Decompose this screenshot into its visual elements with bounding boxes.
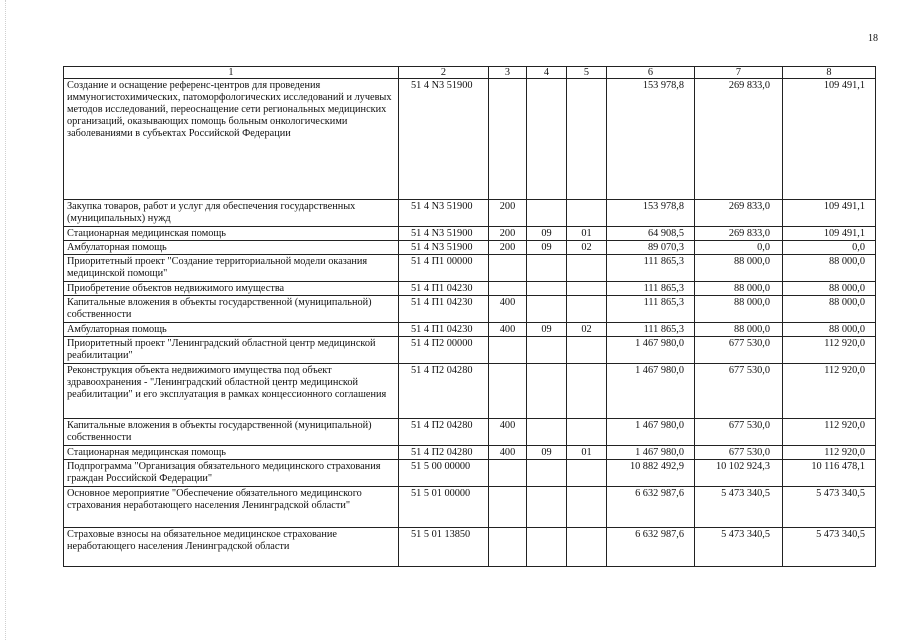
row-code-cell: 51 4 П1 04230 (399, 296, 489, 323)
row-amount-year2-cell: 88 000,0 (695, 282, 783, 296)
row-amount-year1-cell: 10 882 492,9 (607, 460, 695, 487)
row-amount-year3-cell: 109 491,1 (783, 227, 876, 241)
row-section-cell (527, 200, 567, 227)
table-row (64, 337, 876, 364)
row-section-cell: 09 (527, 446, 567, 460)
header-cell: 4 (527, 67, 567, 79)
row-name-cell: Капитальные вложения в объекты государственной (муниципальной) собственности (64, 296, 399, 323)
row-code-cell: 51 5 01 00000 (399, 487, 489, 528)
row-expense-type-cell (489, 255, 527, 282)
row-amount-year3-cell: 112 920,0 (783, 364, 876, 419)
header-cell: 5 (567, 67, 607, 79)
row-amount-year3-cell: 5 473 340,5 (783, 487, 876, 528)
table-row (64, 79, 876, 200)
row-name-cell: Капитальные вложения в объекты государственной (муниципальной) собственности (64, 419, 399, 446)
table-row (64, 200, 876, 227)
row-expense-type-cell (489, 79, 527, 200)
row-expense-type-cell (489, 364, 527, 419)
row-subsection-cell (567, 487, 607, 528)
row-subsection-cell (567, 364, 607, 419)
row-amount-year1-cell: 111 865,3 (607, 255, 695, 282)
row-expense-type-cell (489, 337, 527, 364)
row-section-cell (527, 79, 567, 200)
row-expense-type-cell: 400 (489, 419, 527, 446)
row-section-cell: 09 (527, 227, 567, 241)
row-section-cell (527, 487, 567, 528)
row-name-cell: Создание и оснащение референс-центров для проведения иммуногистохимических, патоморфологических исследований и лучевых методов исследований, переоснащение сети региональных медицинских организаций, оказывающих помощь больным онкологическими заболеваниями в субъектах Российской Федерации (64, 79, 399, 200)
row-code-cell: 51 4 П2 04280 (399, 419, 489, 446)
row-name-cell: Амбулаторная помощь (64, 323, 399, 337)
row-amount-year1-cell: 111 865,3 (607, 323, 695, 337)
row-expense-type-cell: 400 (489, 323, 527, 337)
table-row (64, 227, 876, 241)
row-amount-year1-cell: 153 978,8 (607, 200, 695, 227)
header-cell: 6 (607, 67, 695, 79)
row-subsection-cell (567, 460, 607, 487)
row-amount-year1-cell: 1 467 980,0 (607, 419, 695, 446)
row-expense-type-cell (489, 460, 527, 487)
row-subsection-cell: 02 (567, 323, 607, 337)
header-cell: 1 (64, 67, 399, 79)
row-section-cell (527, 419, 567, 446)
row-amount-year3-cell: 88 000,0 (783, 255, 876, 282)
row-name-cell: Приоритетный проект "Ленинградский областной центр медицинской реабилитации" (64, 337, 399, 364)
row-expense-type-cell: 400 (489, 296, 527, 323)
row-name-cell: Реконструкция объекта недвижимого имущества под объект здравоохранения - "Ленинградский областной центр медицинской реабилитации" и его эксплуатация в рамках концессионного соглашения (64, 364, 399, 419)
row-section-cell (527, 364, 567, 419)
row-amount-year2-cell: 88 000,0 (695, 255, 783, 282)
header-cell: 2 (399, 67, 489, 79)
row-amount-year3-cell: 5 473 340,5 (783, 528, 876, 567)
row-amount-year3-cell: 109 491,1 (783, 79, 876, 200)
row-amount-year3-cell: 0,0 (783, 241, 876, 255)
row-amount-year1-cell: 111 865,3 (607, 296, 695, 323)
row-amount-year1-cell: 1 467 980,0 (607, 364, 695, 419)
row-expense-type-cell (489, 282, 527, 296)
row-amount-year2-cell: 10 102 924,3 (695, 460, 783, 487)
row-amount-year3-cell: 112 920,0 (783, 446, 876, 460)
table-row (64, 487, 876, 528)
row-amount-year2-cell: 269 833,0 (695, 227, 783, 241)
row-amount-year1-cell: 1 467 980,0 (607, 446, 695, 460)
row-subsection-cell (567, 282, 607, 296)
table-row (64, 282, 876, 296)
row-section-cell: 09 (527, 241, 567, 255)
row-amount-year3-cell: 112 920,0 (783, 419, 876, 446)
row-amount-year2-cell: 269 833,0 (695, 79, 783, 200)
row-amount-year1-cell: 89 070,3 (607, 241, 695, 255)
row-subsection-cell (567, 296, 607, 323)
row-section-cell (527, 337, 567, 364)
budget-table (63, 66, 876, 567)
row-subsection-cell (567, 79, 607, 200)
table-header-row (64, 67, 876, 79)
row-code-cell: 51 4 П1 00000 (399, 255, 489, 282)
row-amount-year2-cell: 677 530,0 (695, 364, 783, 419)
row-expense-type-cell: 200 (489, 241, 527, 255)
row-subsection-cell (567, 255, 607, 282)
row-name-cell: Основное мероприятие "Обеспечение обязательного медицинского страхования неработающего населения Ленинградской области" (64, 487, 399, 528)
table-row (64, 323, 876, 337)
scan-left-edge-rule (5, 0, 6, 640)
row-name-cell: Амбулаторная помощь (64, 241, 399, 255)
row-subsection-cell (567, 528, 607, 567)
row-amount-year2-cell: 677 530,0 (695, 337, 783, 364)
row-expense-type-cell: 200 (489, 227, 527, 241)
row-subsection-cell: 01 (567, 446, 607, 460)
row-amount-year3-cell: 10 116 478,1 (783, 460, 876, 487)
row-amount-year3-cell: 88 000,0 (783, 282, 876, 296)
row-amount-year1-cell: 64 908,5 (607, 227, 695, 241)
row-amount-year3-cell: 109 491,1 (783, 200, 876, 227)
header-cell: 7 (695, 67, 783, 79)
row-amount-year3-cell: 112 920,0 (783, 337, 876, 364)
row-section-cell (527, 255, 567, 282)
row-amount-year2-cell: 88 000,0 (695, 323, 783, 337)
row-expense-type-cell (489, 487, 527, 528)
header-cell: 3 (489, 67, 527, 79)
row-expense-type-cell (489, 528, 527, 567)
row-subsection-cell (567, 419, 607, 446)
row-code-cell: 51 4 П1 04230 (399, 282, 489, 296)
row-section-cell (527, 528, 567, 567)
row-amount-year3-cell: 88 000,0 (783, 323, 876, 337)
row-section-cell: 09 (527, 323, 567, 337)
row-name-cell: Подпрограмма "Организация обязательного медицинского страхования граждан Российской Федерации" (64, 460, 399, 487)
row-expense-type-cell: 400 (489, 446, 527, 460)
table-row (64, 364, 876, 419)
table-row (64, 419, 876, 446)
row-subsection-cell (567, 337, 607, 364)
row-section-cell (527, 296, 567, 323)
row-amount-year2-cell: 269 833,0 (695, 200, 783, 227)
row-amount-year3-cell: 88 000,0 (783, 296, 876, 323)
row-expense-type-cell: 200 (489, 200, 527, 227)
table-row (64, 446, 876, 460)
row-name-cell: Закупка товаров, работ и услуг для обеспечения государственных (муниципальных) нужд (64, 200, 399, 227)
row-amount-year2-cell: 677 530,0 (695, 446, 783, 460)
row-amount-year1-cell: 6 632 987,6 (607, 528, 695, 567)
row-code-cell: 51 4 П2 04280 (399, 364, 489, 419)
row-code-cell: 51 5 01 13850 (399, 528, 489, 567)
row-amount-year1-cell: 6 632 987,6 (607, 487, 695, 528)
page-number: 18 (868, 33, 878, 44)
row-code-cell: 51 4 П2 04280 (399, 446, 489, 460)
row-code-cell: 51 4 П2 00000 (399, 337, 489, 364)
row-code-cell: 51 4 N3 51900 (399, 241, 489, 255)
table-row (64, 241, 876, 255)
row-amount-year2-cell: 677 530,0 (695, 419, 783, 446)
row-code-cell: 51 4 П1 04230 (399, 323, 489, 337)
row-subsection-cell: 01 (567, 227, 607, 241)
row-name-cell: Стационарная медицинская помощь (64, 446, 399, 460)
row-amount-year2-cell: 88 000,0 (695, 296, 783, 323)
table-row (64, 460, 876, 487)
row-code-cell: 51 4 N3 51900 (399, 227, 489, 241)
table-row (64, 296, 876, 323)
row-name-cell: Страховые взносы на обязательное медицинское страхование неработающего населения Ленинградской области (64, 528, 399, 567)
row-name-cell: Приобретение объектов недвижимого имущества (64, 282, 399, 296)
row-amount-year2-cell: 5 473 340,5 (695, 487, 783, 528)
row-name-cell: Стационарная медицинская помощь (64, 227, 399, 241)
row-code-cell: 51 5 00 00000 (399, 460, 489, 487)
row-amount-year2-cell: 5 473 340,5 (695, 528, 783, 567)
row-subsection-cell: 02 (567, 241, 607, 255)
row-amount-year1-cell: 111 865,3 (607, 282, 695, 296)
row-code-cell: 51 4 N3 51900 (399, 200, 489, 227)
table-row (64, 528, 876, 567)
row-name-cell: Приоритетный проект "Создание территориальной модели оказания медицинской помощи" (64, 255, 399, 282)
header-cell: 8 (783, 67, 876, 79)
row-amount-year1-cell: 153 978,8 (607, 79, 695, 200)
row-amount-year1-cell: 1 467 980,0 (607, 337, 695, 364)
row-section-cell (527, 282, 567, 296)
row-section-cell (527, 460, 567, 487)
table-row (64, 255, 876, 282)
row-code-cell: 51 4 N3 51900 (399, 79, 489, 200)
row-subsection-cell (567, 200, 607, 227)
row-amount-year2-cell: 0,0 (695, 241, 783, 255)
